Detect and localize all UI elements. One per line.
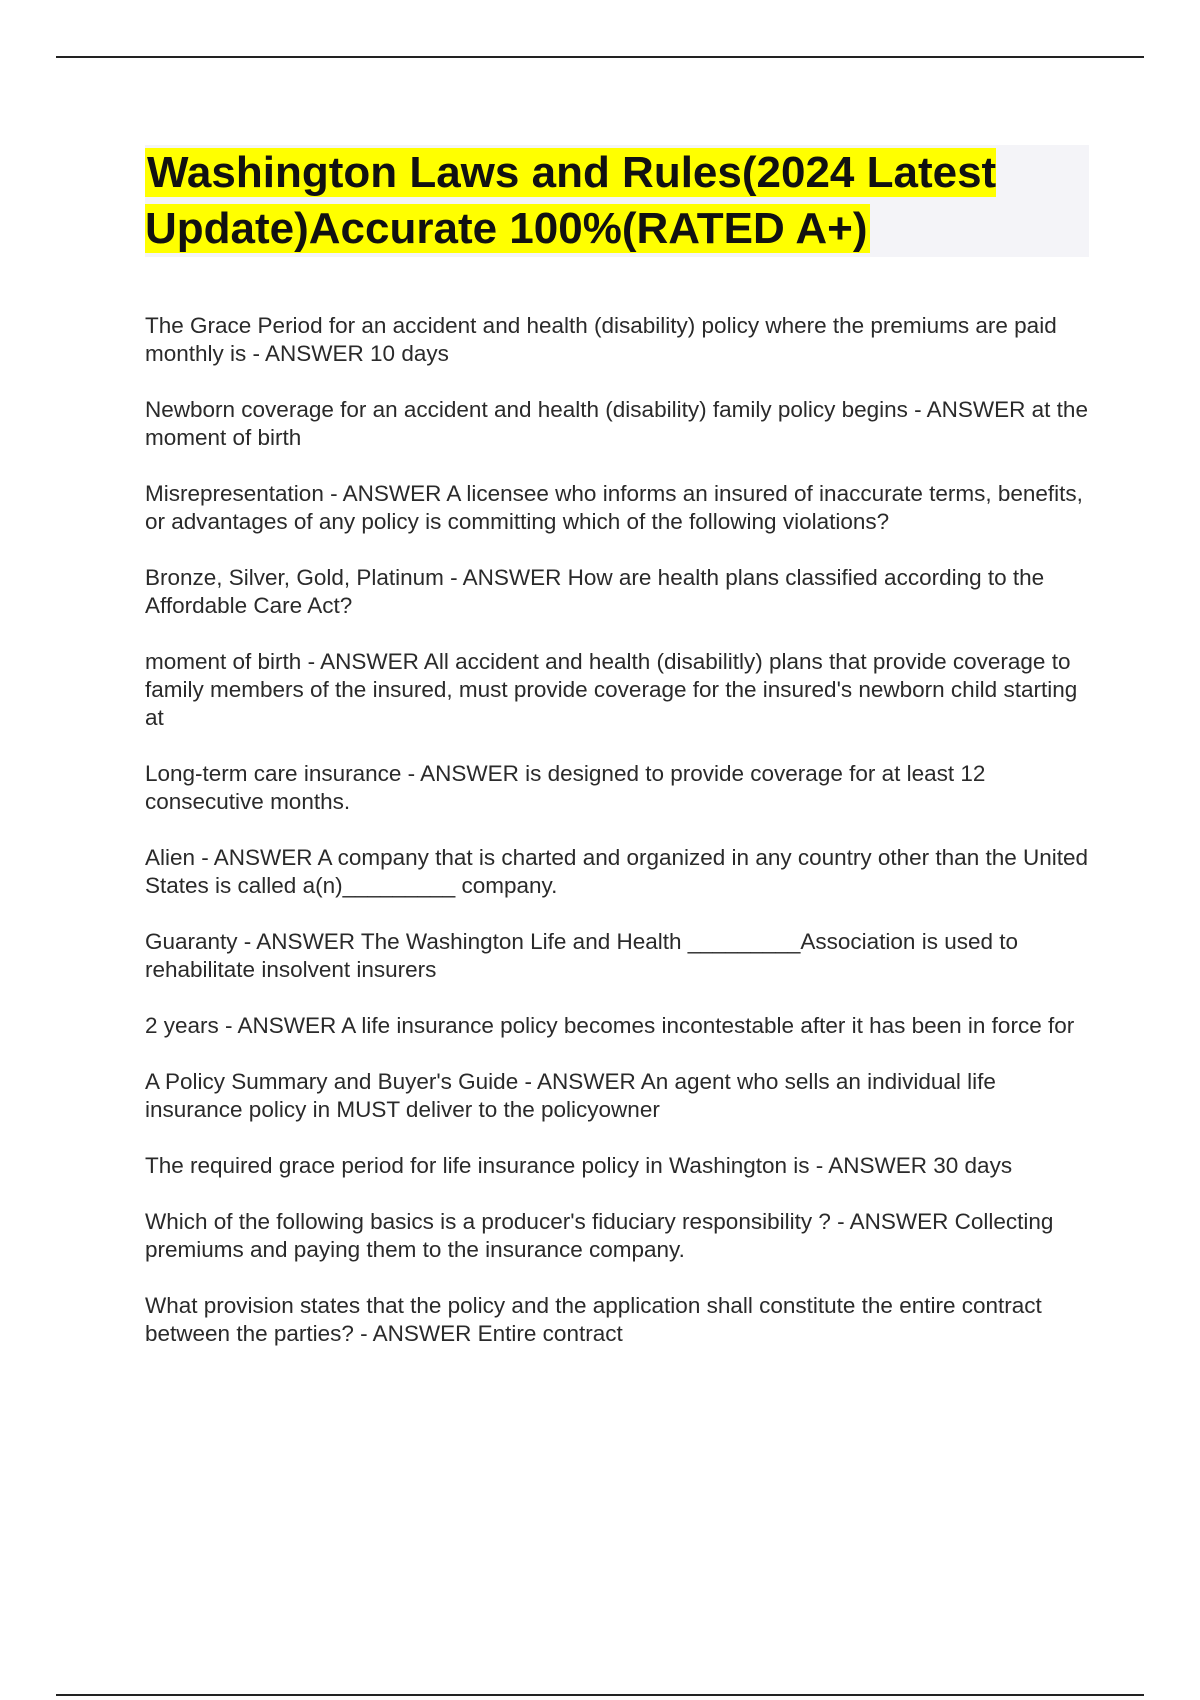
qa-item: Newborn coverage for an accident and health (disability) family policy begins - ANSWER at the moment of birth [145,397,1088,450]
qa-item: Bronze, Silver, Gold, Platinum - ANSWER How are health plans classified according to the Affordable Care Act? [145,565,1045,618]
qa-item: The Grace Period for an accident and health (disability) policy where the premiums are paid monthly is - ANSWER 10 days [145,313,1057,366]
qa-item: 2 years - ANSWER A life insurance policy becomes incontestable after it has been in force for [145,1013,1075,1038]
qa-item: A Policy Summary and Buyer's Guide - ANSWER An agent who sells an individual life insurance policy in MUST deliver to the policyowner [145,1069,996,1122]
qa-item: Alien - ANSWER A company that is charted and organized in any country other than the United States is called a(n)_________ company. [145,845,1089,898]
qa-list [145,312,1095,1376]
qa-item: Which of the following basics is a producer's fiduciary responsibility ? - ANSWER Collecting premiums and paying them to the insurance company. [145,1209,1054,1262]
title-block [145,145,1089,257]
qa-item: Misrepresentation - ANSWER A licensee who informs an insured of inaccurate terms, benefits, or advantages of any policy is committing which of the following violations? [145,481,1083,534]
qa-item: Long-term care insurance - ANSWER is designed to provide coverage for at least 12 consecutive months. [145,761,986,814]
bottom-rule [56,1694,1144,1696]
qa-item: moment of birth - ANSWER All accident and health (disabilitly) plans that provide coverage to family members of the insured, must provide coverage for the insured's newborn child starting at [145,649,1078,730]
title-highlight: Washington Laws and Rules(2024 Latest Update)Accurate 100%(RATED A+) [145,148,997,253]
qa-item: Guaranty - ANSWER The Washington Life and Health _________Association is used to rehabilitate insolvent insurers [145,929,1019,982]
top-rule [56,56,1144,58]
qa-item: What provision states that the policy and the application shall constitute the entire contract between the parties? - ANSWER Entire contract [145,1293,1042,1346]
page-title [145,145,1089,257]
qa-item: The required grace period for life insurance policy in Washington is - ANSWER 30 days [145,1153,1013,1178]
